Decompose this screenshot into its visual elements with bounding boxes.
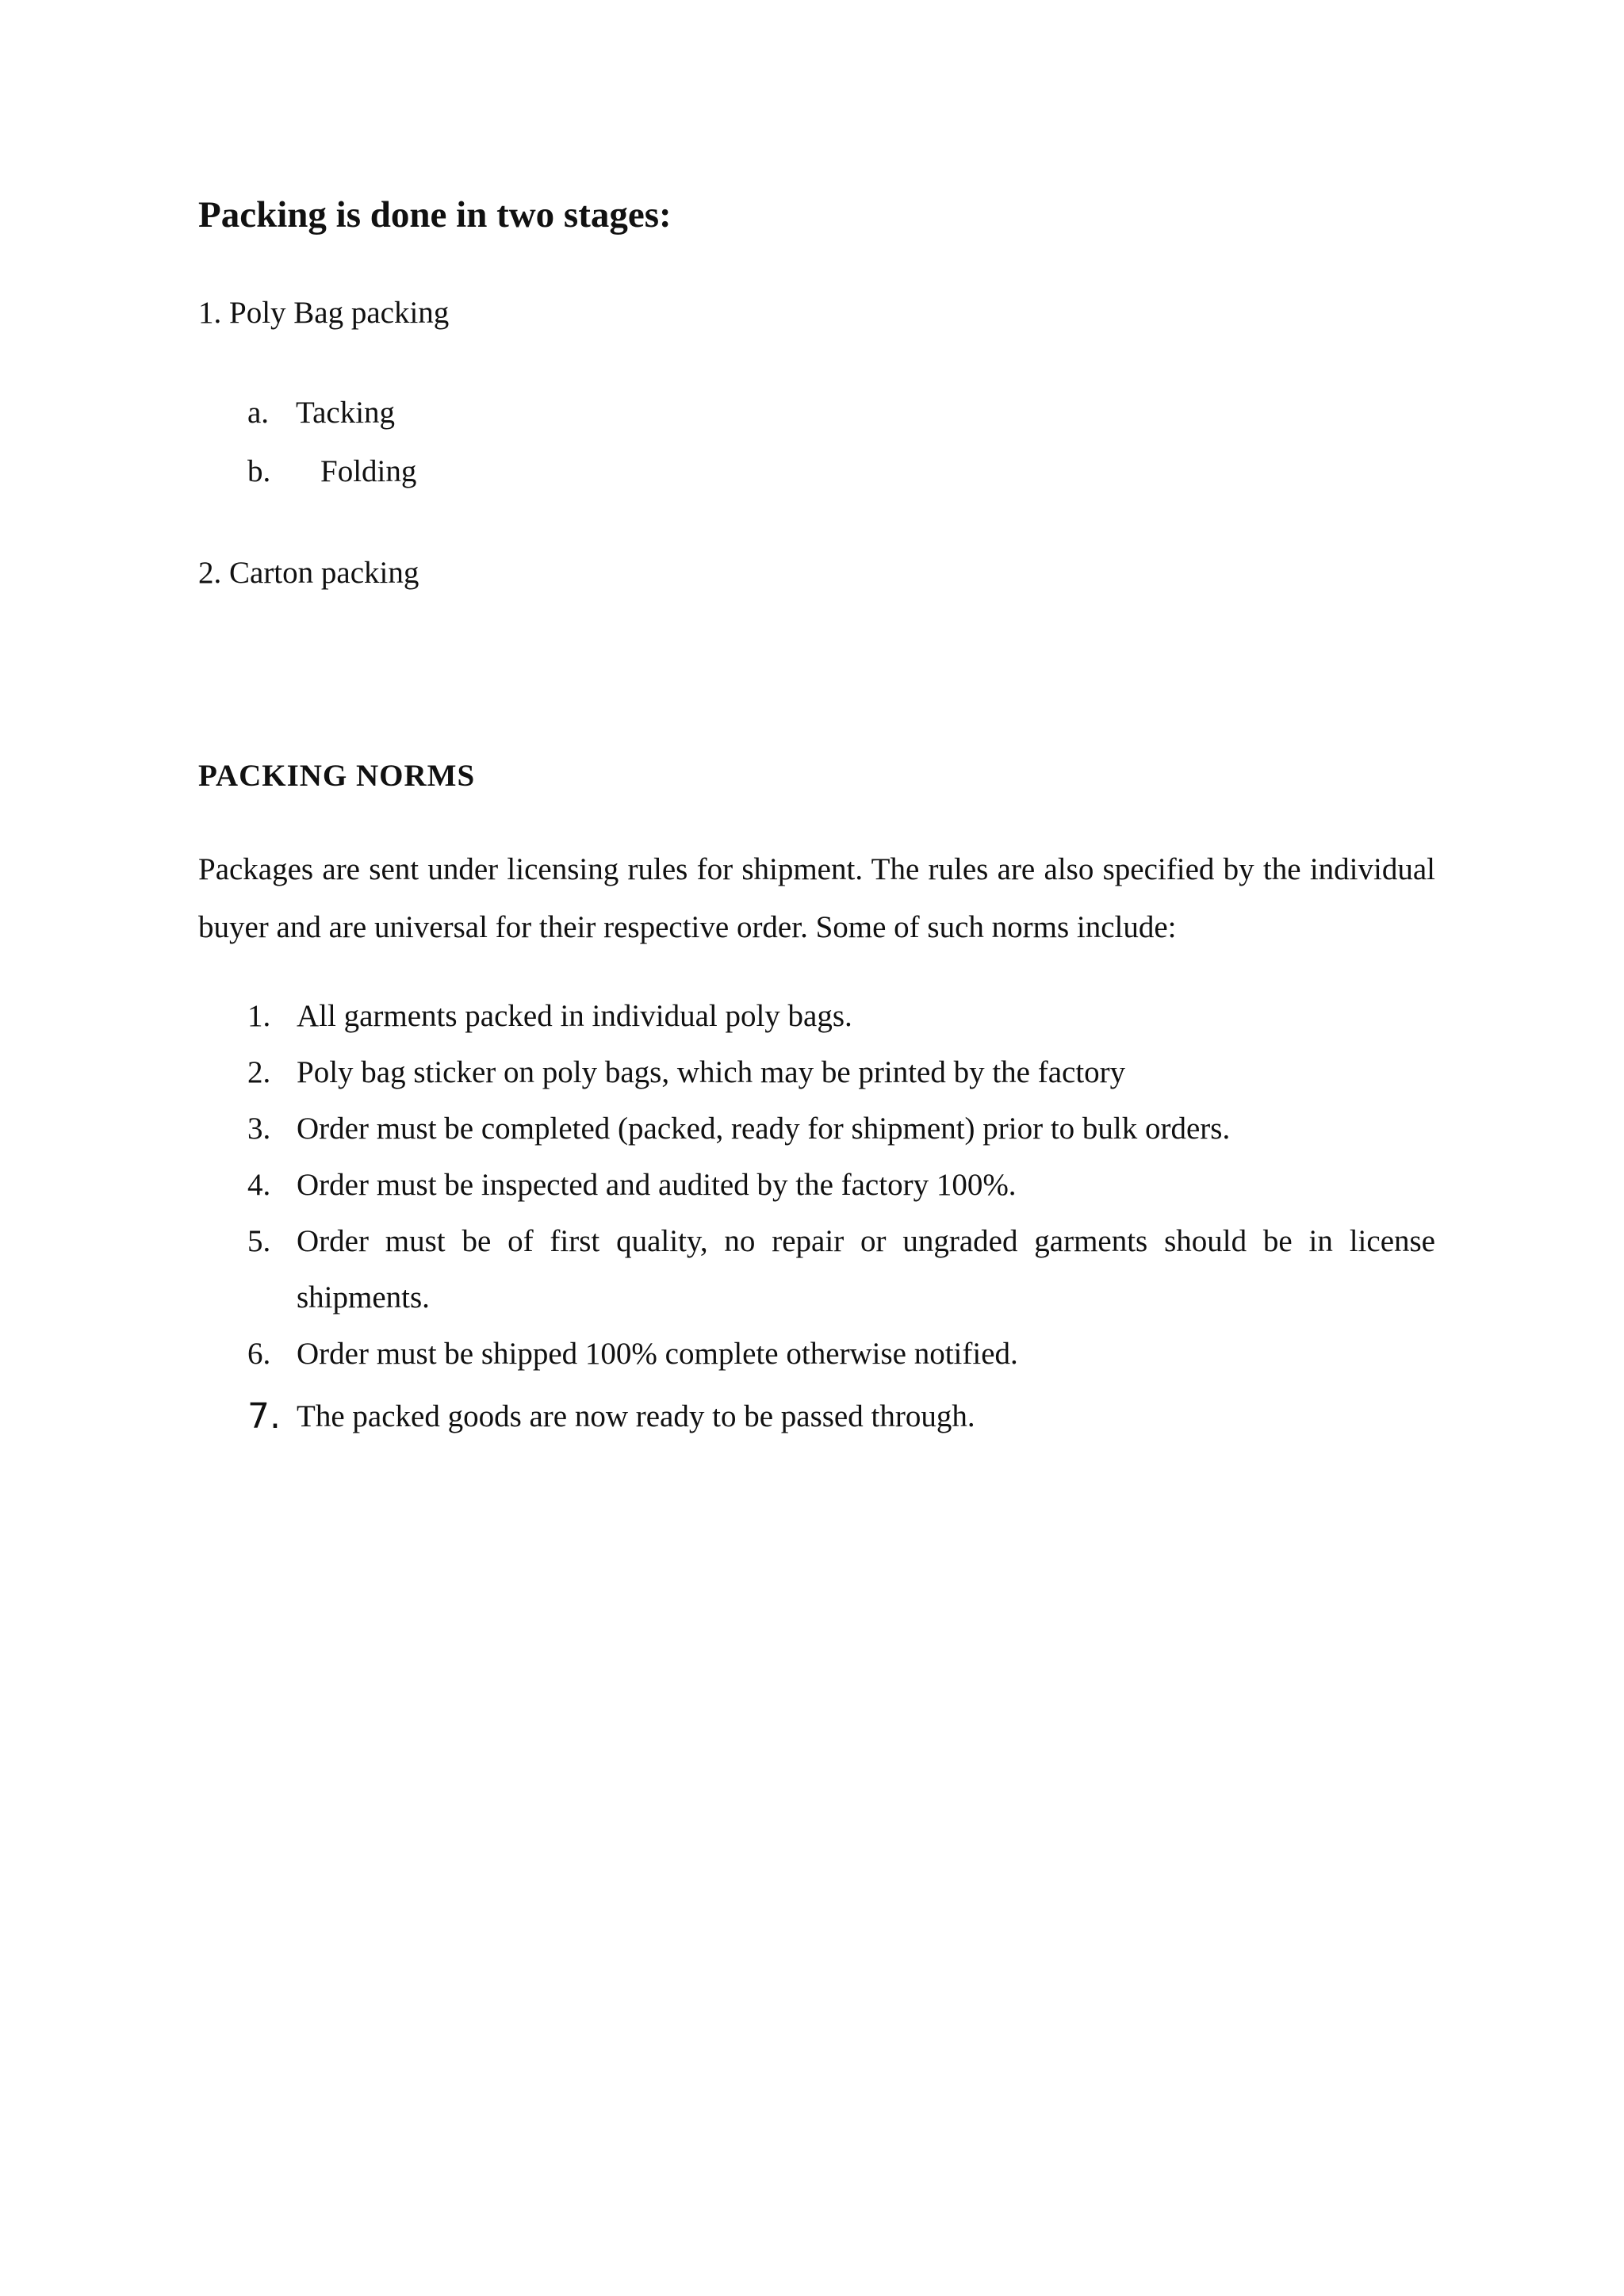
subitem-a-marker: a. [247, 396, 270, 430]
list-item [198, 988, 1435, 1044]
subitem-b-text: Folding [320, 454, 417, 488]
list-item-number: 1. [247, 999, 271, 1033]
subitem-b-marker: b. [247, 454, 271, 488]
list-item-number: 6. [247, 1337, 271, 1371]
list-item-text: Order must be completed (packed, ready for shipment) prior to bulk orders. [297, 1112, 1231, 1146]
packing-norms-title: PACKING NORMS [198, 759, 476, 793]
list-item [198, 1326, 1435, 1382]
list-item [198, 1157, 1435, 1213]
list-item [198, 1388, 1435, 1445]
list-item [198, 1213, 1435, 1326]
list-item-text: All garments packed in individual poly bags. [297, 999, 852, 1033]
stage-1-label: 1. Poly Bag packing [198, 296, 450, 330]
packing-norms-list [198, 988, 1435, 1445]
list-item-number: 3. [247, 1112, 271, 1146]
subitem-a-text: Tacking [296, 396, 396, 430]
list-item [198, 1044, 1435, 1100]
list-item-text: Order must be inspected and audited by the factory 100%. [297, 1168, 1017, 1202]
list-item [198, 1100, 1435, 1157]
stage-2-label: 2. Carton packing [198, 556, 419, 590]
list-item-text: Poly bag sticker on poly bags, which may be printed by the factory [297, 1055, 1126, 1089]
list-item-text: The packed goods are now ready to be passed through. [297, 1399, 975, 1433]
packing-norms-intro: Packages are sent under licensing rules for shipment. The rules are also specified by the individual buyer and are universal for their respective order. Some of such norms include: [198, 852, 1435, 944]
list-item-text: Order must be shipped 100% complete otherwise notified. [297, 1337, 1018, 1371]
list-item-text: Order must be of first quality, no repair or ungraded garments should be in license shipments. [297, 1224, 1435, 1314]
list-item-number: 4. [247, 1168, 271, 1202]
list-item-number: 2. [247, 1055, 271, 1089]
list-item-number: 7. [247, 1396, 281, 1437]
list-item-number: 5. [247, 1224, 271, 1258]
page-heading: Packing is done in two stages: [198, 194, 672, 235]
